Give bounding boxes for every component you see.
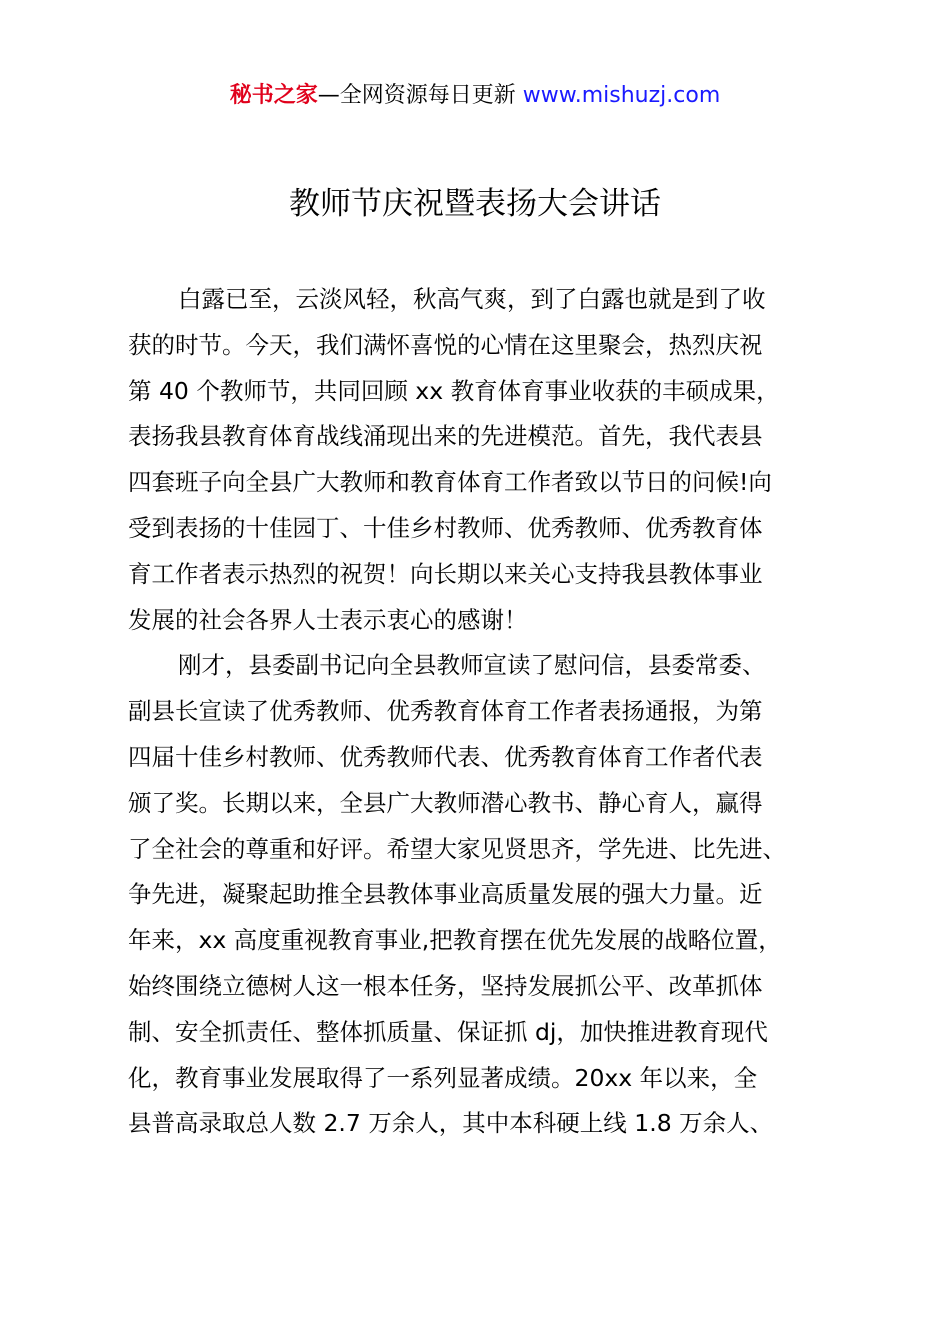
text-line: 四套班子向全县广大教师和教育体育工作者致以节日的问候!向 <box>128 468 772 497</box>
text-line: 县普高录取总人数 2.7 万余人，其中本科硬上线 1.8 万余人、 <box>128 1109 774 1138</box>
page-header <box>0 80 950 112</box>
text-line: 受到表扬的十佳园丁、十佳乡村教师、优秀教师、优秀教育体 <box>128 513 763 542</box>
text-line: 表扬我县教育体育战线涌现出来的先进模范。首先，我代表县 <box>128 422 763 451</box>
text-line: 年来，xx 高度重视教育事业,把教育摆在优先发展的战略位置， <box>128 926 782 955</box>
document-title: 教师节庆祝暨表扬大会讲话 <box>289 186 661 222</box>
text-line: 获的时节。今天，我们满怀喜悦的心情在这里聚会，热烈庆祝 <box>128 330 763 359</box>
paragraph-1 <box>128 277 838 643</box>
text-line: 刚才，县委副书记向全县教师宣读了慰问信，县委常委、 <box>178 651 766 680</box>
text-line: 颁了奖。长期以来，全县广大教师潜心教书、静心育人，赢得 <box>128 788 763 817</box>
paragraph-2 <box>128 643 838 1147</box>
text-line: 育工作者表示热烈的祝贺！向长期以来关心支持我县教体事业 <box>128 559 763 588</box>
text-line: 制、安全抓责任、整体抓质量、保证抓 dj，加快推进教育现代 <box>128 1017 768 1046</box>
text-line: 化，教育事业发展取得了一系列显著成绩。20xx 年以来，全 <box>128 1063 758 1092</box>
text-line: 了全社会的尊重和好评。希望大家见贤思齐，学先进、比先进、 <box>128 834 786 863</box>
site-url: www.mishuzj.com <box>522 83 721 108</box>
text-line: 第 40 个教师节，共同回顾 xx 教育体育事业收获的丰硕成果， <box>128 376 780 405</box>
text-line: 始终围绕立德树人这一根本任务，坚持发展抓公平、改革抓体 <box>128 971 763 1000</box>
brand-name: 秘书之家 <box>229 83 318 108</box>
text-line: 争先进，凝聚起助推全县教体事业高质量发展的强大力量。近 <box>128 880 763 909</box>
document-body <box>128 277 838 1147</box>
header-tagline: —全网资源每日更新 <box>317 83 523 108</box>
text-line: 白露已至，云淡风轻，秋高气爽，到了白露也就是到了收 <box>178 285 766 313</box>
text-line: 四届十佳乡村教师、优秀教师代表、优秀教育体育工作者代表 <box>128 742 763 771</box>
text-line: 发展的社会各界人士表示衷心的感谢！ <box>128 605 528 634</box>
text-line: 副县长宣读了优秀教师、优秀教育体育工作者表扬通报，为第 <box>128 697 763 726</box>
